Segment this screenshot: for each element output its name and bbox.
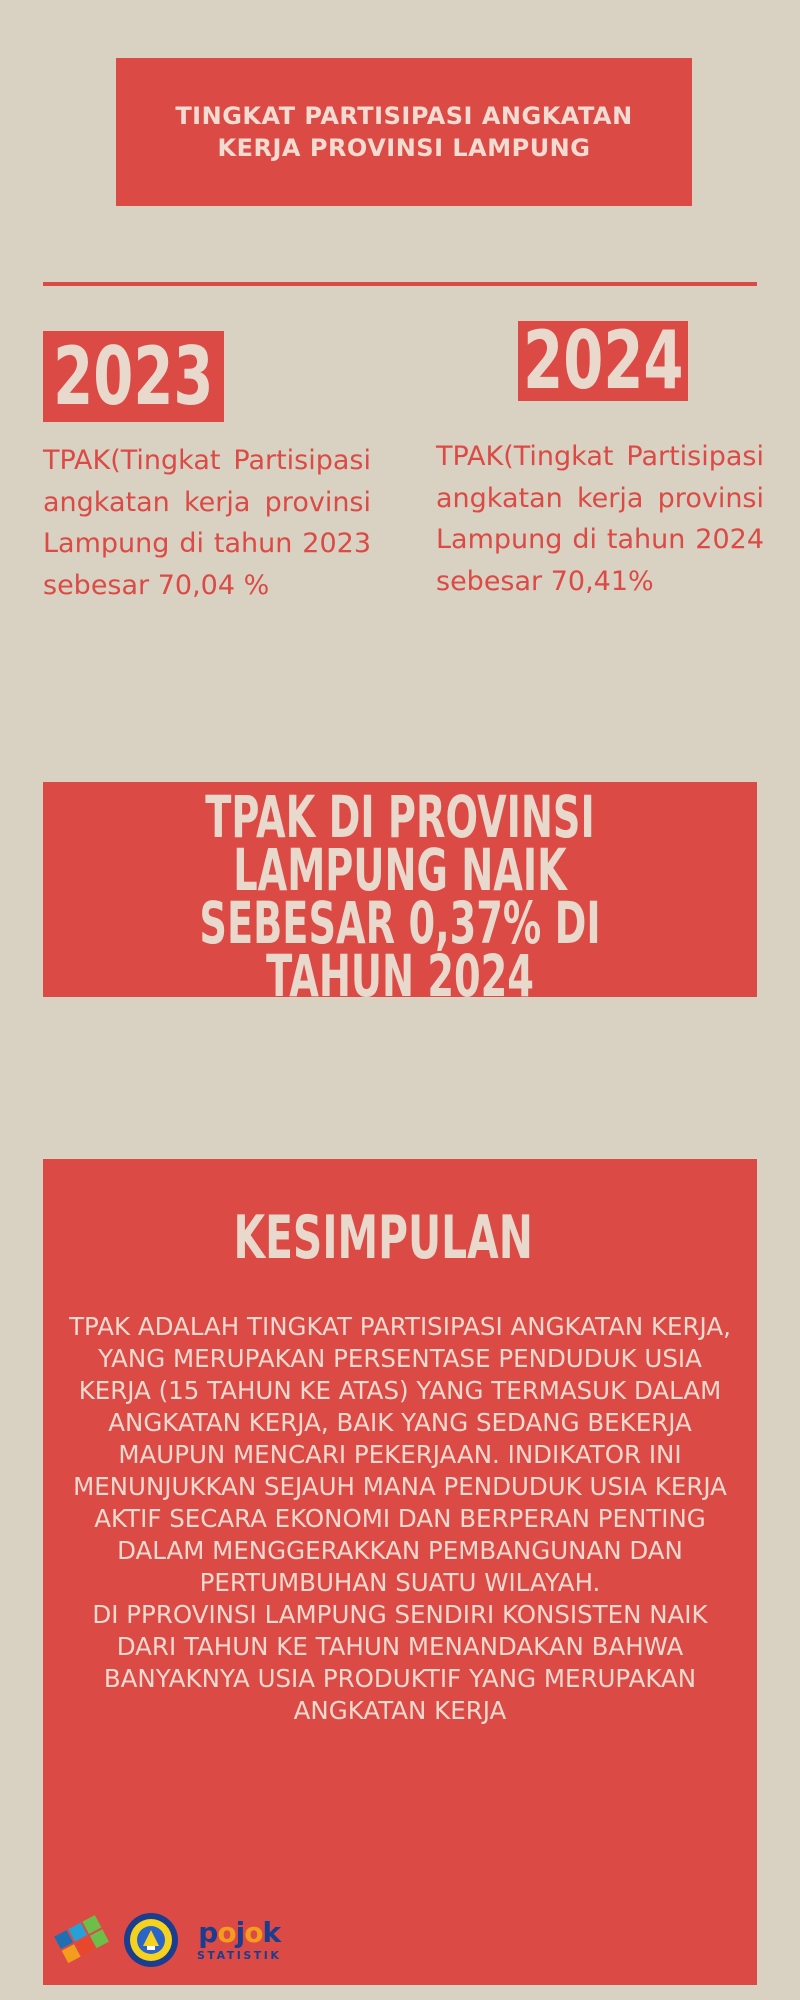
seal-logo-icon — [123, 1912, 179, 1968]
year-label: 2023 — [53, 329, 214, 423]
pojok-wordmark: pojok — [198, 1915, 281, 1949]
conclusion-body: TPAK ADALAH TINGKAT PARTISIPASI ANGKATAN KERJA, YANG MERUPAKAN PERSENTASE PENDUDUK USIA KERJA (15 TAHUN KE ATAS) YANG TERMASUK DALAM ANGKATAN KERJA, BAIK YANG SEDANG BEKERJA MAUPUN MENCARI PEKERJAAN. INDIKATOR INI MENUNJUKKAN SEJAUH MANA PENDUDUK USIA KERJA AKTIF SECARA EKONOMI DAN BERPERAN PENTING DALAM MENGGERAKKAN PEMBANGUNAN DAN PERTUMBUHAN SUATU WILAYAH. DI PPROVINSI LAMPUNG SENDIRI KONSISTEN NAIK DARI TAHUN KE TAHUN MENANDAKAN BAHWA BANYAKNYA USIA PRODUKTIF YANG MERUPAKAN ANGKATAN KERJA — [69, 1312, 731, 1725]
highlight-text: TPAK DI PROVINSI LAMPUNG NAIK SEBESAR 0,37% DI TAHUN 2024 — [199, 782, 601, 1010]
year-label: 2024 — [522, 314, 684, 407]
highlight-banner — [43, 782, 757, 1010]
page-title: TINGKAT PARTISIPASI ANGKATAN KERJA PROVINSI LAMPUNG — [175, 102, 633, 162]
year-description-2024: TPAK(Tingkat Partisipasi angkatan kerja provinsi Lampung di tahun 2024 sebesar 70,41% — [436, 441, 764, 597]
conclusion-panel — [43, 1159, 757, 1985]
divider — [43, 282, 757, 286]
footer-logos — [49, 1909, 281, 1971]
pojok-statistik-logo — [197, 1915, 282, 1962]
bps-logo-icon — [49, 1910, 115, 1970]
year-badge-2023 — [43, 331, 224, 422]
title-banner — [116, 58, 692, 206]
conclusion-heading — [43, 1203, 723, 1273]
year-badge-2024 — [518, 314, 688, 407]
year-description-2023: TPAK(Tingkat Partisipasi angkatan kerja provinsi Lampung di tahun 2023 sebesar 70,04 % — [43, 445, 371, 601]
pojok-subtitle: STATISTIK — [197, 1948, 282, 1962]
conclusion-heading-text: KESIMPULAN — [233, 1203, 533, 1273]
